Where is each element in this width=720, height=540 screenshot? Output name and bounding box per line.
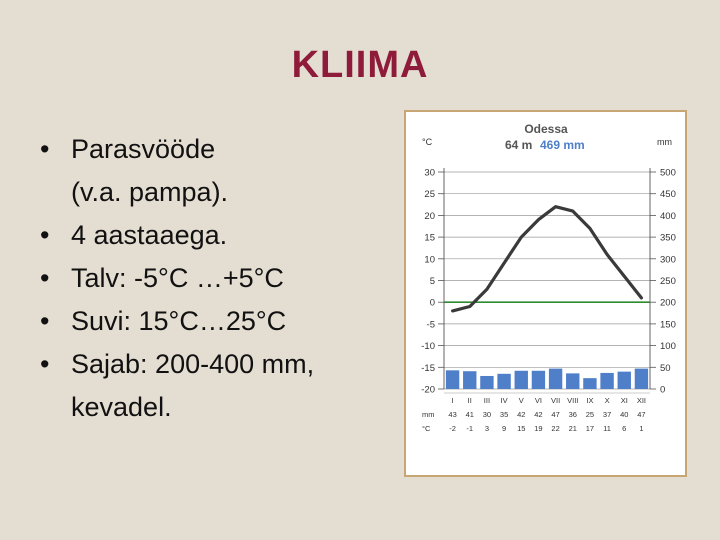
precip-unit-label: mm bbox=[657, 137, 672, 147]
slide-title: KLIIMA bbox=[291, 44, 429, 86]
precip-tick-label: 450 bbox=[660, 189, 676, 201]
bullet-item bbox=[40, 214, 314, 257]
temp-tick-label: -15 bbox=[421, 362, 435, 374]
bullet-marker: • bbox=[40, 220, 50, 250]
bullet-marker: • bbox=[40, 349, 50, 379]
precip-tick-label: 500 bbox=[660, 167, 676, 179]
bullet-item bbox=[40, 343, 314, 386]
precip-tick-label: 300 bbox=[660, 254, 676, 266]
precip-bar bbox=[618, 372, 631, 389]
temp-value-label: -2 bbox=[449, 424, 456, 433]
temp-value-label: 22 bbox=[551, 424, 560, 433]
bullet-marker: • bbox=[40, 263, 50, 293]
month-label: VIII bbox=[567, 396, 579, 405]
precip-bar bbox=[583, 378, 596, 389]
precip-value-label: 36 bbox=[568, 410, 577, 419]
bullet-text: Suvi: 15°C…25°C bbox=[71, 306, 287, 336]
precip-bar bbox=[446, 370, 459, 389]
temp-unit-label: °C bbox=[422, 137, 433, 147]
precip-bar bbox=[549, 369, 562, 389]
precip-value-label: 47 bbox=[637, 410, 646, 419]
climate-chart-frame bbox=[404, 110, 687, 477]
temp-tick-label: 20 bbox=[424, 210, 435, 222]
temp-tick-label: 30 bbox=[424, 167, 435, 179]
month-label: X bbox=[604, 396, 610, 405]
precip-tick-label: 150 bbox=[660, 319, 676, 331]
bullet-text: kevadel. bbox=[71, 392, 172, 422]
climate-chart bbox=[406, 112, 685, 475]
month-label: V bbox=[518, 396, 524, 405]
temp-value-label: 3 bbox=[484, 424, 490, 433]
precip-value-label: 30 bbox=[482, 410, 492, 419]
precip-value-label: 37 bbox=[602, 410, 612, 419]
temp-tick-label: 10 bbox=[424, 254, 435, 266]
temp-value-label: 9 bbox=[501, 424, 507, 433]
precip-tick-label: 400 bbox=[660, 210, 676, 222]
temp-tick-label: -20 bbox=[421, 384, 435, 396]
bullet-marker: • bbox=[40, 134, 50, 164]
precip-tick-label: 100 bbox=[660, 341, 676, 353]
temp-row-label: °C bbox=[422, 424, 431, 433]
temp-tick-label: -10 bbox=[421, 341, 435, 353]
precip-tick-label: 0 bbox=[660, 384, 666, 396]
precip-value-label: 40 bbox=[620, 410, 629, 419]
temp-value-label: 17 bbox=[585, 424, 595, 433]
bullet-text: Sajab: 200-400 mm, bbox=[71, 349, 315, 379]
precip-bar bbox=[497, 374, 510, 389]
annual-precip-label: 469 mm bbox=[540, 138, 585, 152]
bullet-item bbox=[40, 386, 314, 429]
precip-value-label: 41 bbox=[465, 410, 474, 419]
bullet-item bbox=[40, 128, 314, 171]
month-label: XI bbox=[620, 396, 628, 405]
temp-tick-label: -5 bbox=[426, 319, 435, 331]
month-label: IV bbox=[500, 396, 508, 405]
temp-value-label: 6 bbox=[622, 424, 627, 433]
bullet-marker: • bbox=[40, 306, 50, 336]
temp-tick-label: 0 bbox=[429, 297, 435, 309]
precip-bar bbox=[532, 371, 545, 389]
bullet-item bbox=[40, 257, 314, 300]
temp-value-label: 15 bbox=[517, 424, 526, 433]
temp-value-label: 19 bbox=[534, 424, 543, 433]
bullet-text: 4 aastaaega. bbox=[71, 220, 228, 250]
month-label: VI bbox=[534, 396, 542, 405]
precip-value-label: 43 bbox=[448, 410, 457, 419]
bullet-text: (v.a. pampa). bbox=[71, 177, 229, 207]
temp-value-label: 21 bbox=[568, 424, 577, 433]
precip-tick-label: 250 bbox=[660, 276, 676, 287]
temp-value-label: -1 bbox=[466, 424, 474, 433]
precip-tick-label: 50 bbox=[660, 362, 671, 374]
bullet-item bbox=[40, 300, 314, 343]
precip-value-label: 25 bbox=[585, 410, 595, 419]
bullet-list bbox=[40, 128, 314, 429]
chart-title: Odessa bbox=[524, 122, 568, 136]
precip-row-label: mm bbox=[422, 410, 435, 419]
temp-tick-label: 15 bbox=[424, 232, 435, 244]
precip-bar bbox=[600, 373, 613, 389]
month-label: IX bbox=[586, 396, 594, 405]
bullet-item bbox=[40, 171, 314, 214]
temp-tick-label: 5 bbox=[429, 276, 435, 287]
precip-value-label: 35 bbox=[499, 410, 509, 419]
month-label: VII bbox=[550, 396, 561, 405]
precip-bar bbox=[566, 373, 579, 389]
month-label: II bbox=[467, 396, 472, 405]
precip-value-label: 47 bbox=[551, 410, 560, 419]
precip-bar bbox=[635, 369, 648, 389]
precip-bar bbox=[480, 376, 493, 389]
precip-value-label: 42 bbox=[517, 410, 526, 419]
precip-tick-label: 200 bbox=[660, 297, 676, 309]
elevation-label: 64 m bbox=[505, 138, 533, 152]
precip-bar bbox=[463, 371, 476, 389]
temp-value-label: 11 bbox=[603, 424, 611, 433]
bullet-text: Talv: -5°C …+5°C bbox=[71, 263, 284, 293]
temp-value-label: 1 bbox=[639, 424, 644, 433]
month-label: I bbox=[451, 396, 454, 405]
precip-bar bbox=[515, 371, 528, 389]
precip-value-label: 42 bbox=[534, 410, 543, 419]
precip-tick-label: 350 bbox=[660, 232, 676, 244]
month-label: III bbox=[483, 396, 491, 405]
temp-tick-label: 25 bbox=[424, 189, 435, 201]
bullet-text: Parasvööde bbox=[71, 134, 216, 164]
month-label: XII bbox=[636, 396, 647, 405]
